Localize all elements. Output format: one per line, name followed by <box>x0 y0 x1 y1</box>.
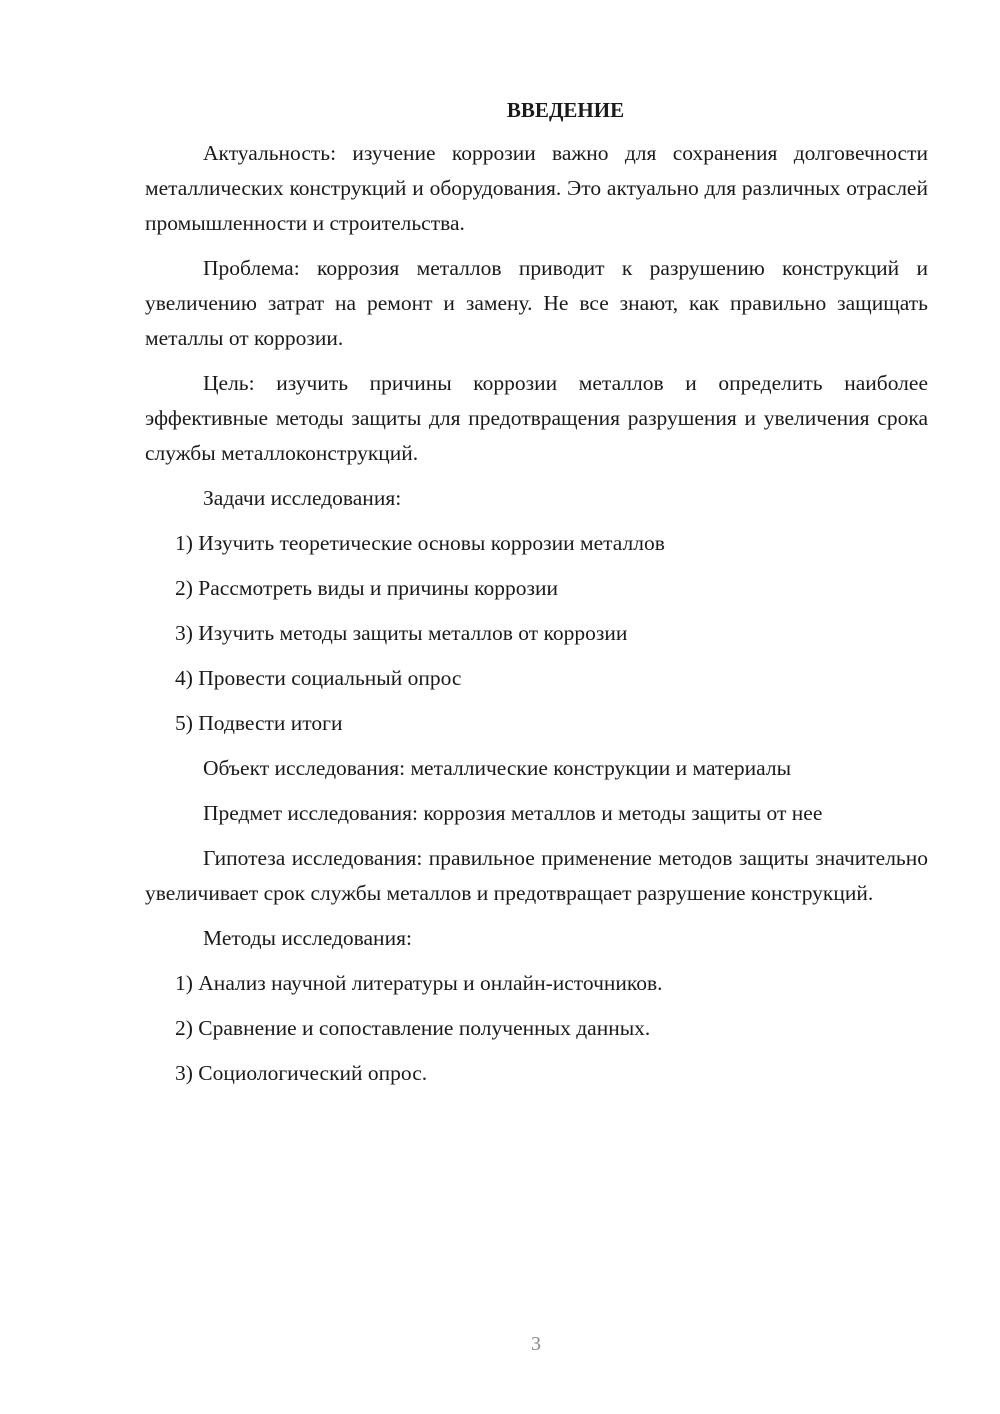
task-item-1: 1) Изучить теоретические основы коррозии металлов <box>175 531 665 555</box>
tasks-heading: Задачи исследования: <box>203 486 402 510</box>
research-object: Объект исследования: металлические конструкции и материалы <box>203 756 792 780</box>
page-title: ВВЕДЕНИЕ <box>506 98 625 122</box>
goal-paragraph: Цель: изучить причины коррозии металлов и определить наиболее эффективные методы защиты для предотвращения разрушения и увеличения срока службы металлоконструкций. <box>145 371 928 465</box>
method-item-1: 1) Анализ научной литературы и онлайн-источников. <box>175 971 663 995</box>
page-number: 3 <box>531 1333 541 1355</box>
document-page <box>145 92 928 1101</box>
task-item-3: 3) Изучить методы защиты металлов от коррозии <box>175 621 628 645</box>
method-item-3: 3) Социологический опрос. <box>175 1061 428 1085</box>
task-item-2: 2) Рассмотреть виды и причины коррозии <box>175 576 559 600</box>
research-subject: Предмет исследования: коррозия металлов и методы защиты от нее <box>203 801 823 825</box>
hypothesis-paragraph: Гипотеза исследования: правильное применение методов защиты значительно увеличивает срок службы металлов и предотвращает разрушение конструкций. <box>145 846 928 905</box>
task-item-5: 5) Подвести итоги <box>175 711 343 735</box>
task-item-4: 4) Провести социальный опрос <box>175 666 462 690</box>
problem-paragraph: Проблема: коррозия металлов приводит к разрушению конструкций и увеличению затрат на ремонт и замену. Не все знают, как правильно защищать металлы от коррозии. <box>145 256 928 350</box>
methods-heading: Методы исследования: <box>203 926 412 950</box>
method-item-2: 2) Сравнение и сопоставление полученных данных. <box>175 1016 651 1040</box>
relevance-paragraph: Актуальность: изучение коррозии важно для сохранения долговечности металлических конструкций и оборудования. Это актуально для различных отраслей промышленности и строительства. <box>145 141 928 235</box>
